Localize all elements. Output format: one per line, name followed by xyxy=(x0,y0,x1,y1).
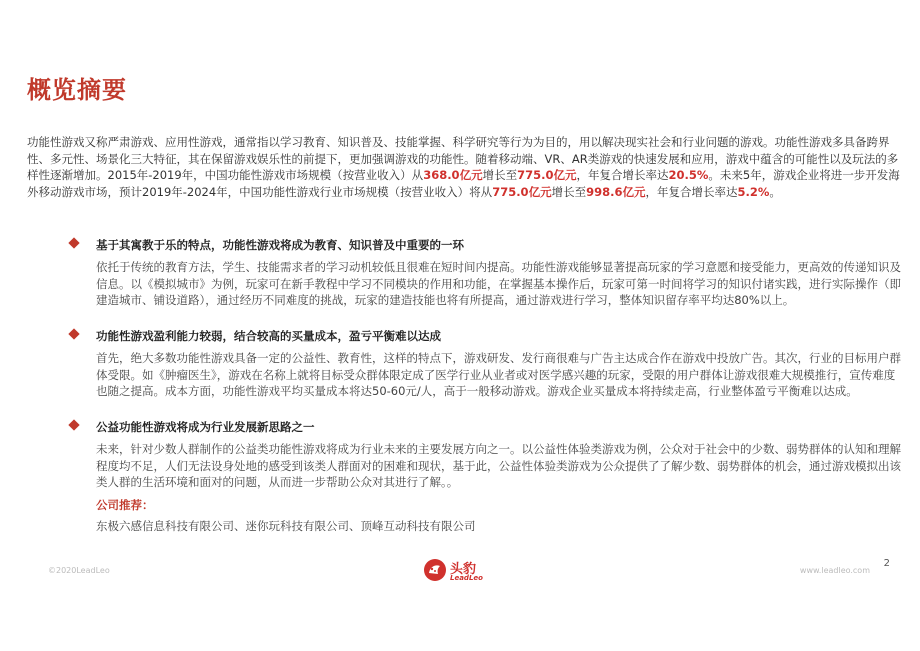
page-number: 2 xyxy=(883,558,890,569)
company-list: 东极六感信息科技有限公司、迷你玩科技有限公司、顶峰互动科技有限公司 xyxy=(96,519,476,533)
section-heading-1 xyxy=(96,237,464,253)
section-heading-text: 功能性游戏盈利能力较弱，结合较高的买量成本，盈亏平衡难以达成 xyxy=(96,329,441,343)
highlight-value: 775.0亿元 xyxy=(492,184,552,199)
section-body-3: 未来，针对少数人群制作的公益类功能性游戏将成为行业未来的主要发展方向之一。以公益性体验类游戏为例，公众对于社会中的少数、弱势群体的认知和理解程度均不足，人们无法设身处地的感受到该类人群面对的困难和现状，基于此，公益性体验类游戏为公众提供了了解少数、弱势群体的机会，通过游戏模拟出该类人群的生活环境和面对的问题，从而进一步帮助公众对其进行了解。。 xyxy=(96,442,901,489)
leopard-icon xyxy=(423,558,447,582)
section-heading-3 xyxy=(96,419,315,435)
intro-text: 增长至 xyxy=(482,168,518,182)
intro-paragraph xyxy=(27,134,907,200)
section-heading-text: 公益功能性游戏将成为行业发展新思路之一 xyxy=(96,420,315,434)
intro-text: 功能性游戏又称严肃游戏、应用性游戏，通常指以学习教育、知识普及、技能掌握、科学研究等行为为目的，用以解决现实社会和行业问题的游戏。功能性游戏多具备跨界性、多元性、场景化三大特征，其在保留游戏娱乐性的前提下，更加强调游戏的功能性。随着移动端、VR、AR类游戏的快速发展和应用，游戏中蕴含的可能性以及玩法的多样性逐渐增加。2015年-2019年，中国功能性游戏市场规模（按营业收入）从 xyxy=(27,135,899,182)
intro-text: 。 xyxy=(769,184,781,199)
intro-text: ，年复合增长率达 xyxy=(645,184,738,199)
diamond-bullet-icon xyxy=(68,328,79,339)
intro-text: 。未来5年，游戏企业将进一步开发海外移动游戏市场，预计2019年-2024年，中国功能性游戏行业市场规模（按营业收入）将从 xyxy=(27,168,900,199)
website-url: www.leadleo.com xyxy=(799,566,870,575)
leadleo-logo xyxy=(423,556,499,584)
section-heading-2 xyxy=(96,328,441,344)
company-recommend-label: 公司推荐： xyxy=(96,498,154,512)
highlight-value: 368.0亿元 xyxy=(423,168,483,182)
section-body-2: 首先，绝大多数功能性游戏具备一定的公益性、教育性，这样的特点下，游戏研发、发行商很难与广告主达成合作在游戏中投放广告。其次，行业的目标用户群体受限。如《肿瘤医生》，游戏在名称上就将目标受众群体限定成了医学行业从业者或对医学感兴趣的玩家，受限的用户群体让游戏很难大规模推行，宣传难度也随之提高。成本方面，功能性游戏平均买量成本将达50-60元/人，高于一般移动游戏。游戏企业买量成本将持续走高，行业整体盈亏平衡难以达成。 xyxy=(96,351,901,398)
logo-text-cn: 头豹 xyxy=(450,562,477,577)
highlight-value: 5.2% xyxy=(737,184,770,199)
highlight-value: 775.0亿元 xyxy=(517,168,577,182)
page-title: 概览摘要 xyxy=(27,76,127,104)
copyright: ©2020LeadLeo xyxy=(48,566,110,575)
diamond-bullet-icon xyxy=(68,237,79,248)
highlight-value: 998.6亿元 xyxy=(586,184,646,199)
section-body-1: 依托于传统的教育方法，学生、技能需求者的学习动机较低且很难在短时间内提高。功能性游戏能够显著提高玩家的学习意愿和接受能力，更高效的传递知识及信息。以《模拟城市》为例，玩家可在新手教程中学习不同模块的作用和功能，在掌握基本操作后，玩家可第一时间将学习的知识付诸实践，进行实际操作（即建造城市、铺设道路），通过经历不同难度的挑战，玩家的建造技能也将有所提高，通过游戏进行学习，整体知识留存率平均达80%以上。 xyxy=(96,260,901,307)
intro-text: 增长至 xyxy=(551,184,587,199)
intro-text: ，年复合增长率达 xyxy=(576,168,669,182)
logo-text-en: LeadLeo xyxy=(450,574,483,582)
section-heading-text: 基于其寓教于乐的特点，功能性游戏将成为教育、知识普及中重要的一环 xyxy=(96,238,464,252)
highlight-value: 20.5% xyxy=(668,168,709,182)
diamond-bullet-icon xyxy=(68,419,79,430)
